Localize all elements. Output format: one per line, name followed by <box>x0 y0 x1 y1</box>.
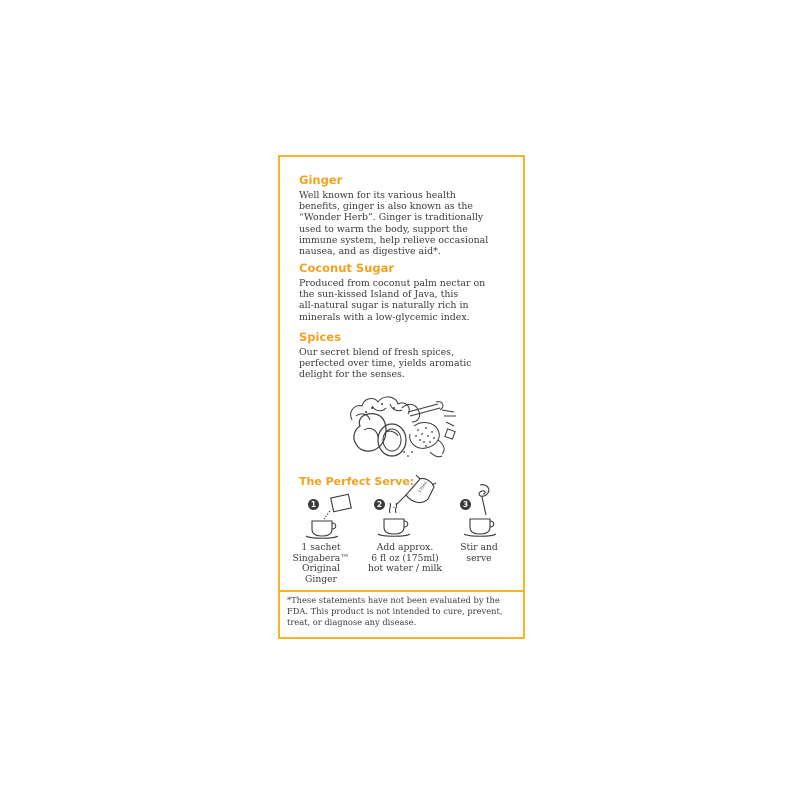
step-line: Original <box>301 563 340 575</box>
spices-description <box>299 347 515 381</box>
step-line: Ginger <box>305 573 337 585</box>
coconut-sugar-line: minerals with a low-glycemic index. <box>299 311 470 323</box>
coconut-sugar-description <box>299 278 515 323</box>
serve-step-3 <box>448 493 510 583</box>
serve-step-2 <box>362 480 448 583</box>
step-1-text <box>280 543 362 585</box>
ginger-line: benefits, ginger is also known as the <box>299 201 473 213</box>
step-3-text <box>448 543 510 564</box>
coconut-sugar-title: Coconut Sugar <box>299 261 395 275</box>
spices-title: Spices <box>299 330 341 344</box>
serve-step-1 <box>280 493 362 583</box>
step-number-badge: 3 <box>460 499 471 510</box>
sachet-pouring-cup-icon <box>300 493 356 539</box>
disclaimer-line: treat, or diagnose any disease. <box>287 616 417 627</box>
stirring-cup-icon <box>464 481 504 539</box>
ginger-line: used to warm the body, support the <box>299 223 468 235</box>
step-2-text <box>362 543 448 575</box>
kettle-label: 175ml <box>416 480 429 494</box>
perfect-serve-title: The Perfect Serve: <box>299 475 415 488</box>
ingredients-panel <box>278 155 525 639</box>
ginger-description <box>299 190 515 257</box>
step-line: Add approx. <box>376 542 434 553</box>
kettle-pouring-cup-icon <box>376 473 442 539</box>
step-line: serve <box>466 552 492 564</box>
ginger-line: immune system, help relieve occasional <box>299 234 489 246</box>
ginger-line: nausea, and as digestive aid*. <box>299 246 441 258</box>
step-line: hot water / milk <box>367 563 443 575</box>
coconut-ginger-spices-illustration <box>342 386 462 464</box>
disclaimer-line: FDA. This product is not intended to cure, prevent, <box>287 605 503 616</box>
step-line: Stir and <box>460 542 498 553</box>
step-number-badge: 1 <box>308 499 319 510</box>
fda-disclaimer <box>287 595 519 627</box>
spices-line: delight for the senses. <box>299 369 405 381</box>
spices-line: Our secret blend of fresh spices, <box>299 347 454 358</box>
spices-line: perfected over time, yields aromatic <box>299 358 472 370</box>
coconut-sugar-line: Produced from coconut palm nectar on <box>299 278 486 289</box>
ginger-line: “Wonder Herb”. Ginger is traditionally <box>299 212 484 224</box>
step-number-badge: 2 <box>374 499 385 510</box>
disclaimer-divider <box>280 590 523 592</box>
step-line: 6 fl oz (175ml) <box>371 552 439 564</box>
step-line: 1 sachet <box>301 542 341 553</box>
disclaimer-line: *These statements have not been evaluated by the <box>287 595 500 605</box>
ginger-title: Ginger <box>299 173 343 187</box>
step-line: Singabera™ <box>292 552 350 564</box>
coconut-sugar-line: all-natural sugar is naturally rich in <box>299 300 469 312</box>
coconut-sugar-line: the sun-kissed Island of Java, this <box>299 289 459 301</box>
ginger-line: Well known for its various health <box>299 190 456 201</box>
